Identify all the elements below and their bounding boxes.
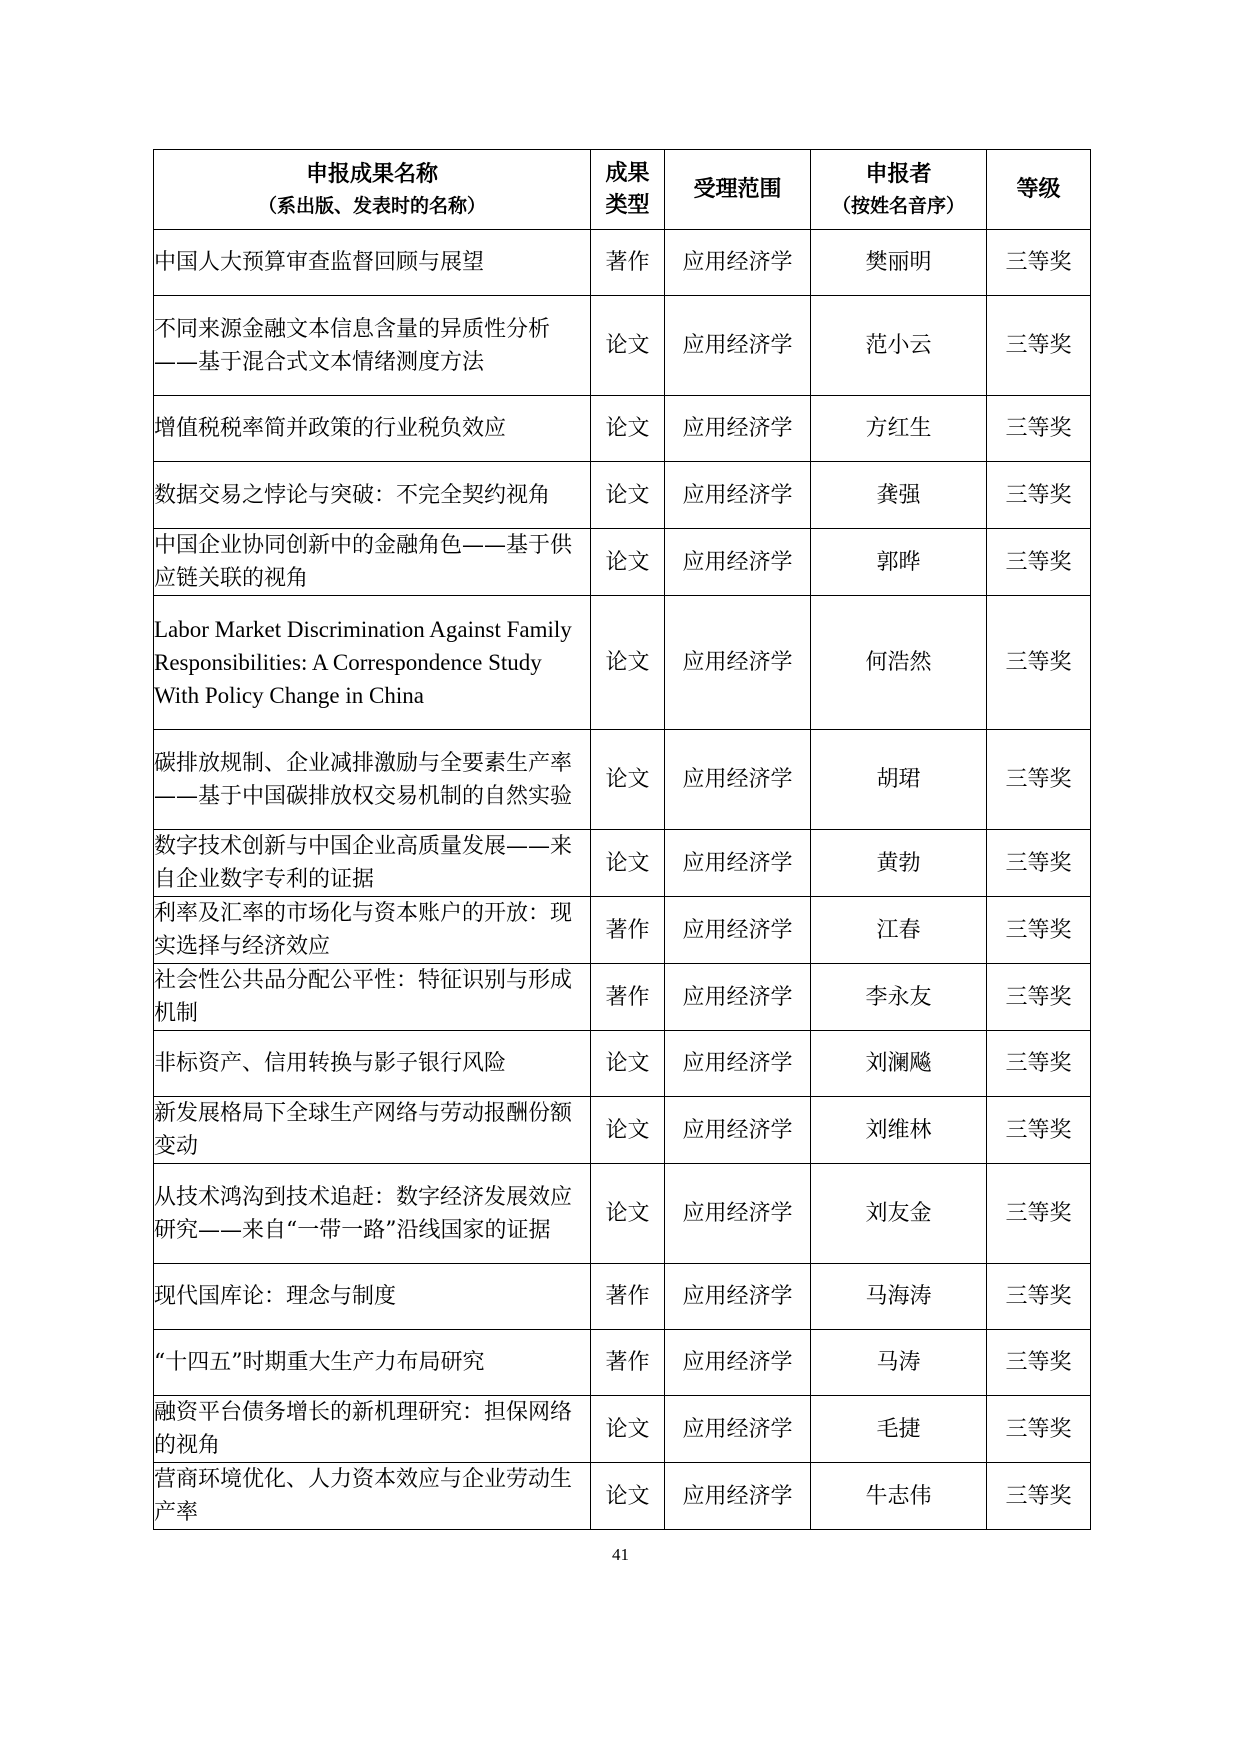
table-row (154, 1264, 1091, 1330)
cell-name: 中国企业协同创新中的金融角色——基于供应链关联的视角 (154, 529, 591, 596)
cell-scope: 应用经济学 (665, 230, 811, 296)
cell-name: 现代国库论：理念与制度 (154, 1264, 591, 1330)
cell-type: 著作 (591, 964, 665, 1031)
table-row (154, 897, 1091, 964)
cell-scope: 应用经济学 (665, 830, 811, 897)
cell-scope: 应用经济学 (665, 1463, 811, 1530)
cell-author: 范小云 (811, 296, 987, 396)
table-row (154, 1031, 1091, 1097)
cell-grade: 三等奖 (987, 396, 1091, 462)
cell-name: Labor Market Discrimination Against Family Responsibilities: A Correspondence Study With Policy Change in China (154, 596, 591, 730)
table-row (154, 830, 1091, 897)
cell-scope: 应用经济学 (665, 296, 811, 396)
cell-author: 郭晔 (811, 529, 987, 596)
header-author-title: 申报者 (865, 161, 932, 187)
awards-table (153, 149, 1091, 1530)
cell-type: 著作 (591, 1330, 665, 1396)
header-author-note: （按姓名音序） (831, 194, 965, 217)
cell-type: 论文 (591, 1396, 665, 1463)
cell-scope: 应用经济学 (665, 1396, 811, 1463)
cell-type: 论文 (591, 296, 665, 396)
cell-scope: 应用经济学 (665, 964, 811, 1031)
cell-grade: 三等奖 (987, 1396, 1091, 1463)
table-row (154, 730, 1091, 830)
cell-type: 著作 (591, 1264, 665, 1330)
cell-name: 非标资产、信用转换与影子银行风险 (154, 1031, 591, 1097)
cell-grade: 三等奖 (987, 1031, 1091, 1097)
cell-author: 樊丽明 (811, 230, 987, 296)
cell-grade: 三等奖 (987, 830, 1091, 897)
cell-name: 中国人大预算审查监督回顾与展望 (154, 230, 591, 296)
cell-author: 何浩然 (811, 596, 987, 730)
cell-scope: 应用经济学 (665, 897, 811, 964)
cell-author: 牛志伟 (811, 1463, 987, 1530)
cell-name: 增值税税率简并政策的行业税负效应 (154, 396, 591, 462)
header-scope: 受理范围 (665, 150, 811, 230)
table-row (154, 230, 1091, 296)
cell-author: 刘友金 (811, 1164, 987, 1264)
cell-type: 论文 (591, 529, 665, 596)
table-row (154, 1330, 1091, 1396)
header-type (591, 150, 665, 230)
cell-scope: 应用经济学 (665, 1330, 811, 1396)
cell-scope: 应用经济学 (665, 529, 811, 596)
table-header-row (154, 150, 1091, 230)
table-row (154, 1463, 1091, 1530)
table-row (154, 1097, 1091, 1164)
cell-author: 方红生 (811, 396, 987, 462)
cell-grade: 三等奖 (987, 1463, 1091, 1530)
cell-author: 胡珺 (811, 730, 987, 830)
cell-scope: 应用经济学 (665, 462, 811, 529)
cell-type: 论文 (591, 1031, 665, 1097)
cell-grade: 三等奖 (987, 1264, 1091, 1330)
cell-scope: 应用经济学 (665, 396, 811, 462)
header-type-line2: 类型 (605, 192, 650, 218)
cell-author: 黄勃 (811, 830, 987, 897)
cell-type: 论文 (591, 830, 665, 897)
cell-scope: 应用经济学 (665, 1264, 811, 1330)
header-name-title: 申报成果名称 (305, 161, 438, 187)
cell-author: 马海涛 (811, 1264, 987, 1330)
cell-type: 著作 (591, 897, 665, 964)
table-row (154, 964, 1091, 1031)
cell-grade: 三等奖 (987, 596, 1091, 730)
cell-scope: 应用经济学 (665, 596, 811, 730)
cell-author: 马涛 (811, 1330, 987, 1396)
header-type-line1: 成果 (605, 160, 650, 186)
cell-author: 刘澜飚 (811, 1031, 987, 1097)
cell-grade: 三等奖 (987, 230, 1091, 296)
cell-grade: 三等奖 (987, 462, 1091, 529)
cell-grade: 三等奖 (987, 1097, 1091, 1164)
cell-name: 从技术鸿沟到技术追赶：数字经济发展效应研究——来自“一带一路”沿线国家的证据 (154, 1164, 591, 1264)
cell-type: 论文 (591, 596, 665, 730)
table-row (154, 1396, 1091, 1463)
cell-author: 李永友 (811, 964, 987, 1031)
cell-grade: 三等奖 (987, 1164, 1091, 1264)
cell-author: 江春 (811, 897, 987, 964)
table-body (154, 230, 1091, 1530)
cell-type: 论文 (591, 462, 665, 529)
cell-grade: 三等奖 (987, 529, 1091, 596)
cell-scope: 应用经济学 (665, 730, 811, 830)
table-row (154, 296, 1091, 396)
cell-author: 龚强 (811, 462, 987, 529)
cell-name: 社会性公共品分配公平性：特征识别与形成机制 (154, 964, 591, 1031)
cell-type: 论文 (591, 1463, 665, 1530)
cell-type: 论文 (591, 1097, 665, 1164)
cell-type: 论文 (591, 730, 665, 830)
cell-author: 刘维林 (811, 1097, 987, 1164)
cell-name: 数据交易之悖论与突破：不完全契约视角 (154, 462, 591, 529)
cell-type: 论文 (591, 1164, 665, 1264)
header-author (811, 150, 987, 230)
cell-type: 著作 (591, 230, 665, 296)
cell-name: 碳排放规制、企业减排激励与全要素生产率——基于中国碳排放权交易机制的自然实验 (154, 730, 591, 830)
cell-type: 论文 (591, 396, 665, 462)
cell-scope: 应用经济学 (665, 1097, 811, 1164)
header-name (154, 150, 591, 230)
table-row (154, 529, 1091, 596)
cell-name: 融资平台债务增长的新机理研究：担保网络的视角 (154, 1396, 591, 1463)
table-row (154, 596, 1091, 730)
cell-author: 毛捷 (811, 1396, 987, 1463)
cell-name: 不同来源金融文本信息含量的异质性分析——基于混合式文本情绪测度方法 (154, 296, 591, 396)
header-name-note: （系出版、发表时的名称） (257, 194, 486, 217)
cell-grade: 三等奖 (987, 1330, 1091, 1396)
cell-scope: 应用经济学 (665, 1164, 811, 1264)
cell-name: 数字技术创新与中国企业高质量发展——来自企业数字专利的证据 (154, 830, 591, 897)
cell-grade: 三等奖 (987, 730, 1091, 830)
cell-grade: 三等奖 (987, 296, 1091, 396)
cell-name: 新发展格局下全球生产网络与劳动报酬份额变动 (154, 1097, 591, 1164)
cell-grade: 三等奖 (987, 897, 1091, 964)
cell-name: “十四五”时期重大生产力布局研究 (154, 1330, 591, 1396)
table-row (154, 1164, 1091, 1264)
table-row (154, 462, 1091, 529)
cell-scope: 应用经济学 (665, 1031, 811, 1097)
page-number: 41 (612, 1545, 629, 1564)
header-grade: 等级 (987, 150, 1091, 230)
table-row (154, 396, 1091, 462)
cell-name: 营商环境优化、人力资本效应与企业劳动生产率 (154, 1463, 591, 1530)
cell-name: 利率及汇率的市场化与资本账户的开放：现实选择与经济效应 (154, 897, 591, 964)
cell-grade: 三等奖 (987, 964, 1091, 1031)
